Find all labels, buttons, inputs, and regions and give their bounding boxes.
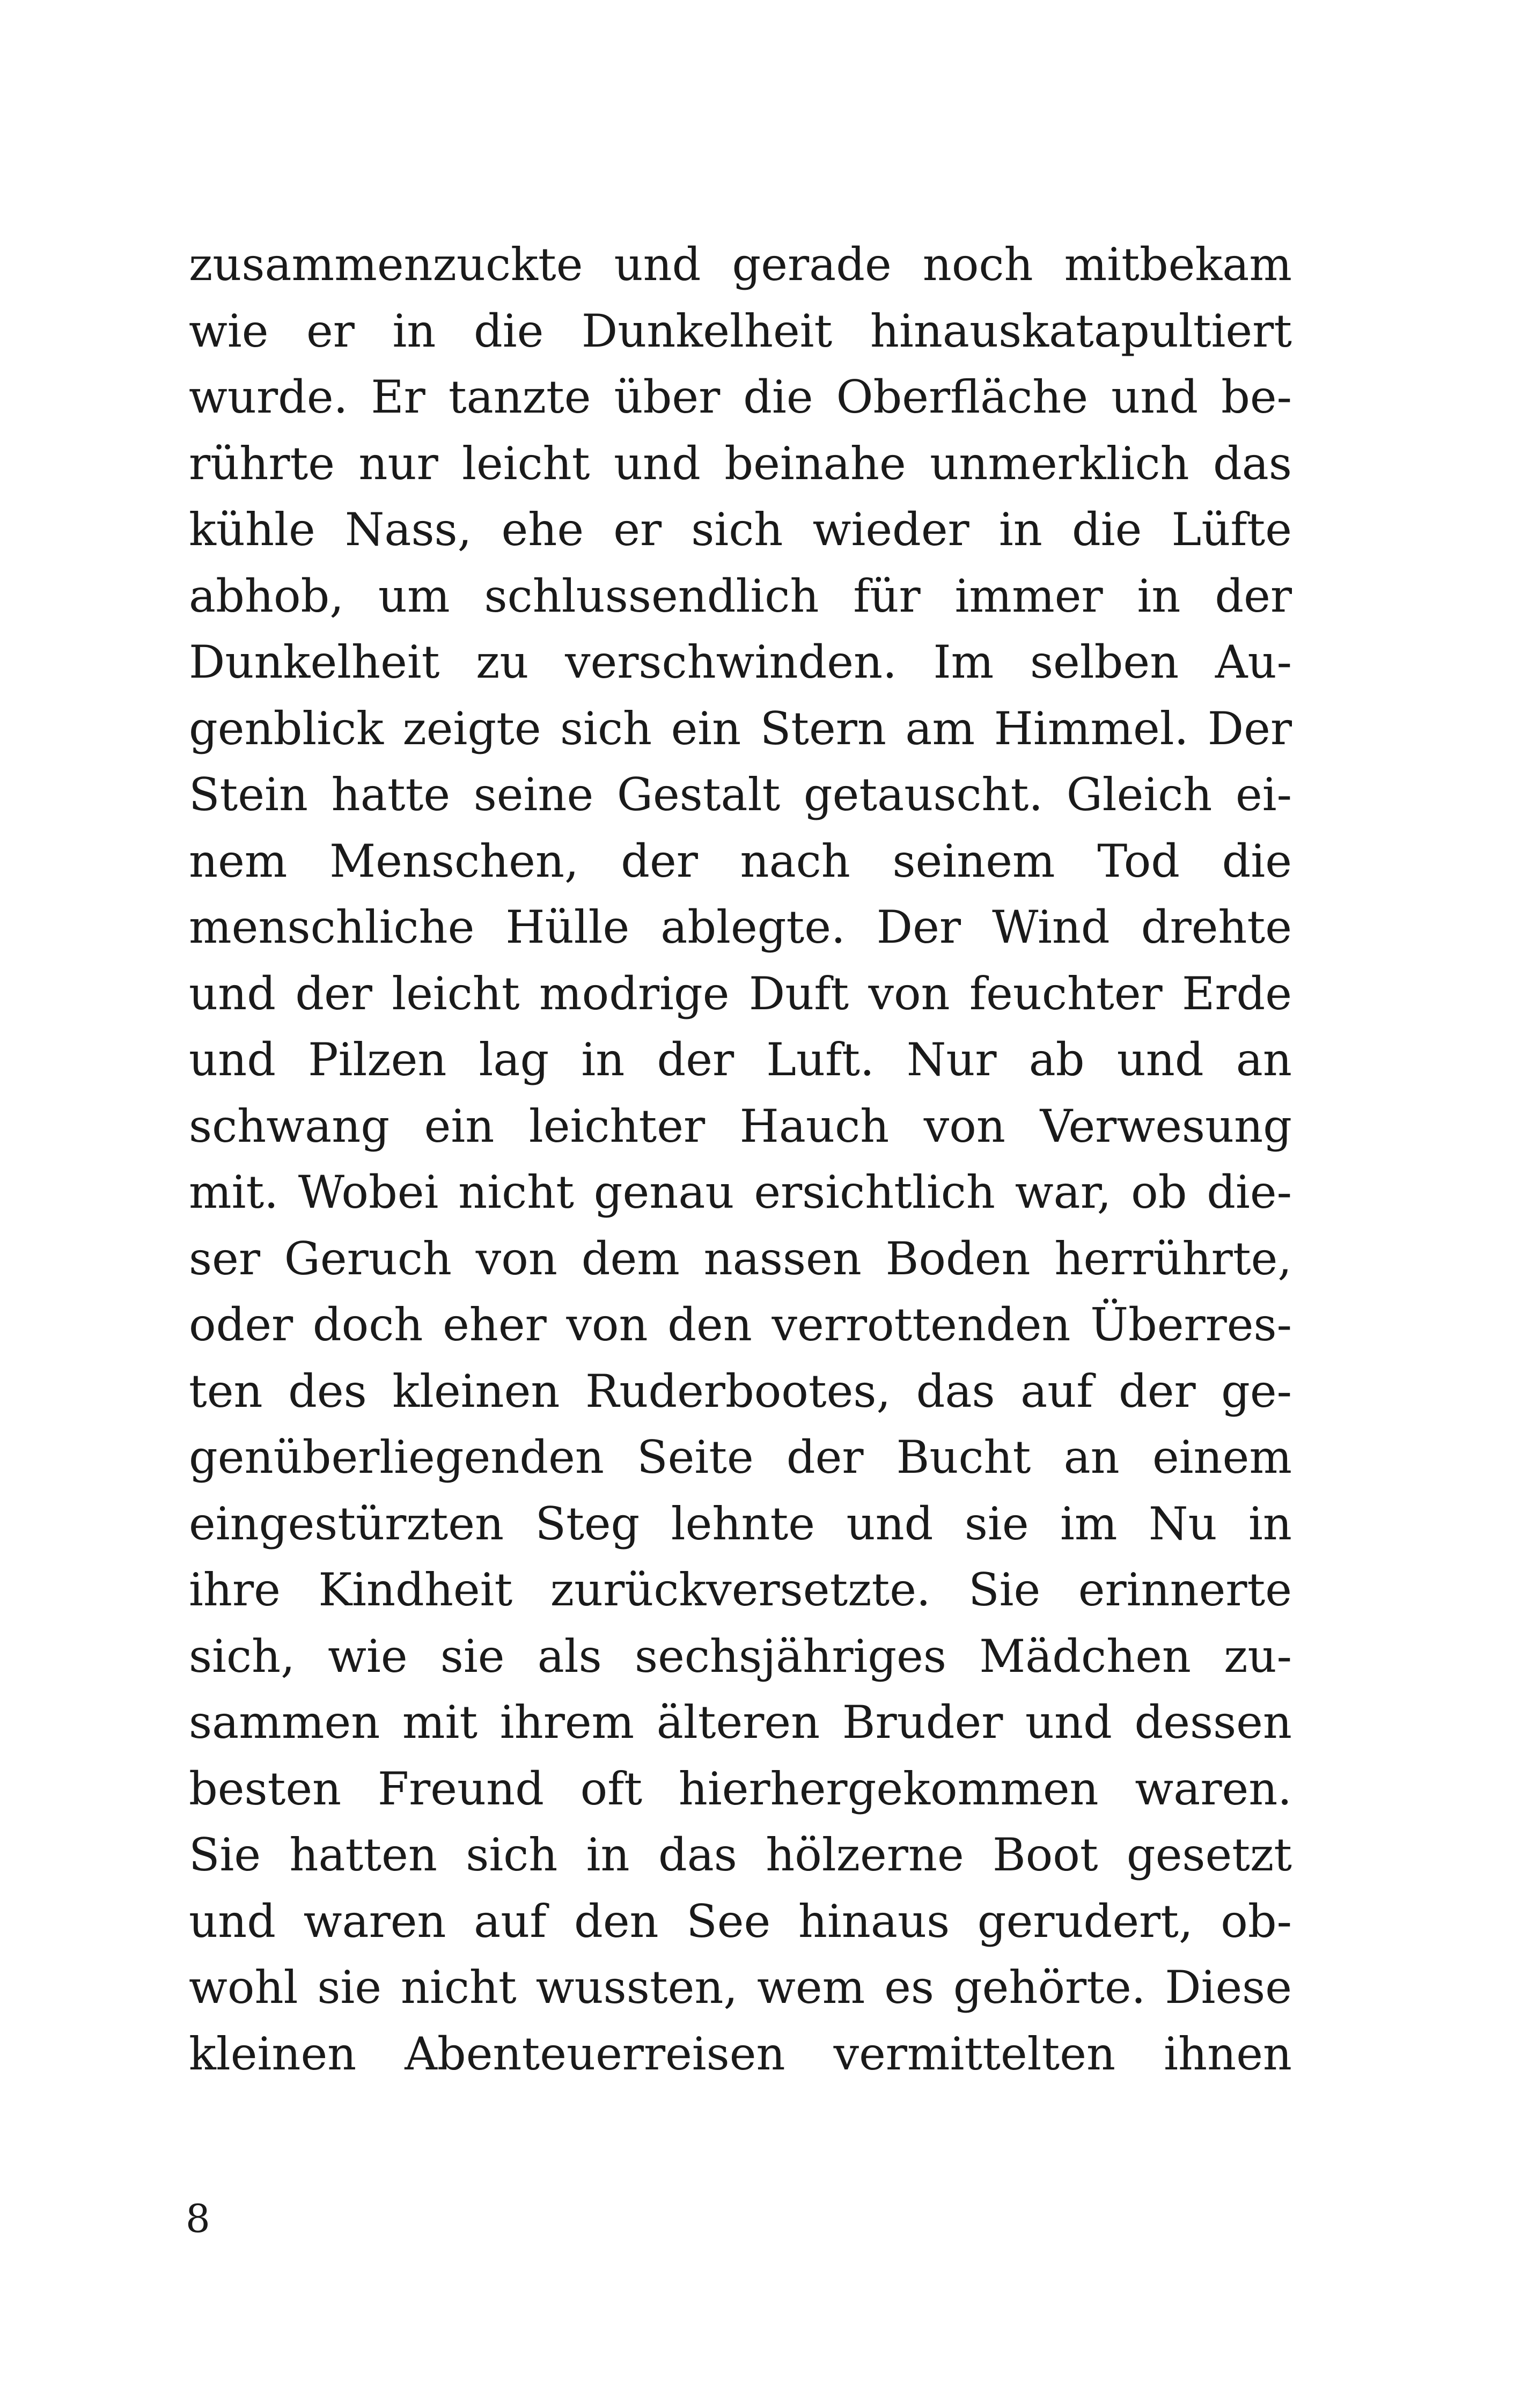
text-line: ten des kleinen Ruderbootes, das auf der ge- bbox=[189, 1364, 1292, 1418]
text-line: eingestürzten Steg lehnte und sie im Nu in bbox=[189, 1497, 1292, 1550]
text-line: rührte nur leicht und beinahe unmerklich das bbox=[189, 437, 1292, 490]
text-line: ser Geruch von dem nassen Boden herrührte, bbox=[189, 1232, 1292, 1285]
text-line: mit. Wobei nicht genau ersichtlich war, ob die- bbox=[189, 1166, 1292, 1218]
text-line: genüberliegenden Seite der Bucht an einem bbox=[189, 1431, 1292, 1484]
text-line: sich, wie sie als sechsjähriges Mädchen zu- bbox=[189, 1629, 1292, 1683]
text-line: wurde. Er tanzte über die Oberfläche und be- bbox=[189, 371, 1292, 423]
text-line: zusammenzuckte und gerade noch mitbekam bbox=[189, 238, 1292, 291]
text-line: und der leicht modrige Duft von feuchter Erde bbox=[189, 967, 1292, 1020]
text-line: Stein hatte seine Gestalt getauscht. Gleich ei- bbox=[189, 768, 1292, 821]
text-line: oder doch eher von den verrottenden Überres- bbox=[189, 1298, 1292, 1351]
text-line: menschliche Hülle ablegte. Der Wind drehte bbox=[189, 901, 1292, 953]
text-line: besten Freund oft hierhergekommen waren. bbox=[189, 1762, 1292, 1815]
text-line: und waren auf den See hinaus gerudert, ob- bbox=[189, 1895, 1292, 1948]
text-line: abhob, um schlussendlich für immer in der bbox=[189, 569, 1292, 622]
text-line: kleinen Abenteuerreisen vermittelten ihnen bbox=[189, 2027, 1292, 2080]
page-number: 8 bbox=[186, 2196, 210, 2241]
text-line: ihre Kindheit zurückversetzte. Sie erinnerte bbox=[189, 1563, 1292, 1616]
text-line: sammen mit ihrem älteren Bruder und dessen bbox=[189, 1696, 1292, 1749]
body-text bbox=[189, 232, 1292, 2087]
text-line: und Pilzen lag in der Luft. Nur ab und an bbox=[189, 1033, 1292, 1086]
text-line: Dunkelheit zu verschwinden. Im selben Au- bbox=[189, 636, 1292, 688]
text-line: Sie hatten sich in das hölzerne Boot gesetzt bbox=[189, 1829, 1292, 1881]
text-line: schwang ein leichter Hauch von Verwesung bbox=[189, 1099, 1292, 1152]
text-line: nem Menschen, der nach seinem Tod die bbox=[189, 834, 1292, 887]
text-line: wohl sie nicht wussten, wem es gehörte. Diese bbox=[189, 1961, 1292, 2014]
text-line: kühle Nass, ehe er sich wieder in die Lüfte bbox=[189, 503, 1292, 556]
text-line: wie er in die Dunkelheit hinauskatapultiert bbox=[189, 304, 1292, 357]
text-line: genblick zeigte sich ein Stern am Himmel. Der bbox=[189, 702, 1292, 755]
